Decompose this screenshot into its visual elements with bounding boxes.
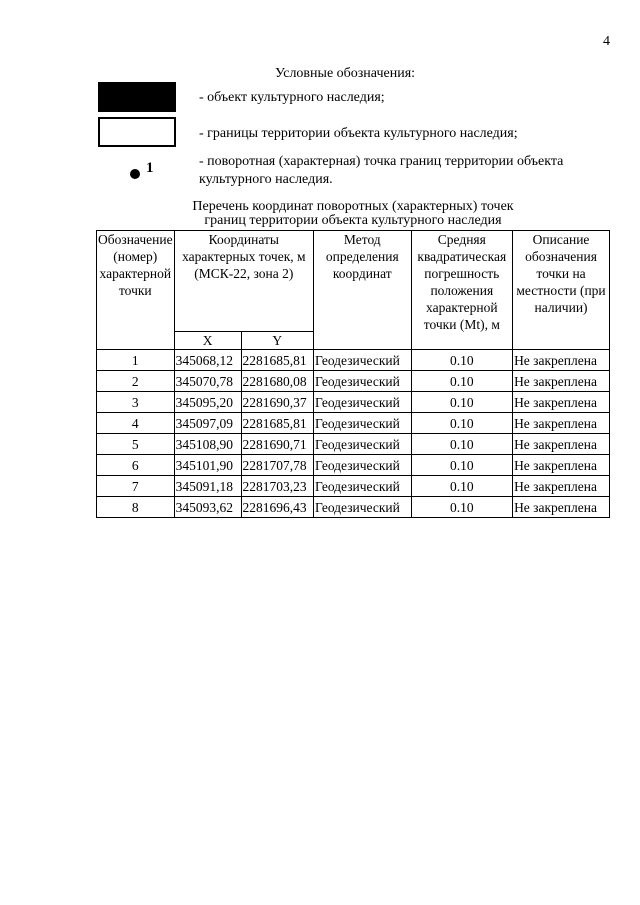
table-caption-line-2: границ территории объекта культурного наследия bbox=[204, 213, 502, 228]
table-row bbox=[97, 392, 610, 413]
table-row bbox=[97, 476, 610, 497]
cell-description: Не закреплена bbox=[513, 350, 610, 371]
header-number: Обозначение (номер) характерной точки bbox=[97, 231, 175, 350]
legend-point-line-2: культурного наследия. bbox=[199, 172, 333, 187]
cell-point-number: 6 bbox=[97, 455, 175, 476]
cell-description: Не закреплена bbox=[513, 434, 610, 455]
cell-point-number: 3 bbox=[97, 392, 175, 413]
table-caption-line-1: Перечень координат поворотных (характерных) точек bbox=[192, 199, 514, 214]
table-caption bbox=[96, 200, 610, 228]
cell-method: Геодезический bbox=[314, 392, 412, 413]
cell-method: Геодезический bbox=[314, 371, 412, 392]
cell-description: Не закреплена bbox=[513, 392, 610, 413]
header-coordinates: Координаты характерных точек, м (МСК-22, зона 2) bbox=[174, 231, 313, 332]
cell-y: 2281707,78 bbox=[241, 455, 314, 476]
table-row bbox=[97, 413, 610, 434]
cell-y: 2281685,81 bbox=[241, 350, 314, 371]
cell-description: Не закреплена bbox=[513, 476, 610, 497]
cell-point-number: 7 bbox=[97, 476, 175, 497]
coordinates-table bbox=[96, 230, 610, 518]
legend-object-swatch bbox=[98, 82, 176, 112]
cell-y: 2281696,43 bbox=[241, 497, 314, 518]
cell-x: 345070,78 bbox=[174, 371, 241, 392]
cell-x: 345068,12 bbox=[174, 350, 241, 371]
point-number-sample: 1 bbox=[146, 160, 154, 176]
cell-x: 345097,09 bbox=[174, 413, 241, 434]
cell-method: Геодезический bbox=[314, 497, 412, 518]
cell-point-number: 4 bbox=[97, 413, 175, 434]
cell-description: Не закреплена bbox=[513, 497, 610, 518]
legend-title: Условные обозначения: bbox=[275, 66, 416, 81]
cell-method: Геодезический bbox=[314, 434, 412, 455]
legend-point-line-1: - поворотная (характерная) точка границ территории объекта bbox=[199, 154, 564, 169]
cell-x: 345095,20 bbox=[174, 392, 241, 413]
cell-method: Геодезический bbox=[314, 455, 412, 476]
cell-error: 0.10 bbox=[411, 455, 513, 476]
page-number: 4 bbox=[603, 34, 610, 49]
header-error: Средняя квадратическая погрешность положения характерной точки (Mt), м bbox=[411, 231, 513, 350]
header-method: Метод определения координат bbox=[314, 231, 412, 350]
cell-y: 2281703,23 bbox=[241, 476, 314, 497]
header-y: Y bbox=[241, 332, 314, 350]
cell-error: 0.10 bbox=[411, 476, 513, 497]
cell-point-number: 2 bbox=[97, 371, 175, 392]
cell-method: Геодезический bbox=[314, 413, 412, 434]
cell-error: 0.10 bbox=[411, 371, 513, 392]
cell-description: Не закреплена bbox=[513, 413, 610, 434]
cell-description: Не закреплена bbox=[513, 455, 610, 476]
cell-y: 2281690,37 bbox=[241, 392, 314, 413]
cell-point-number: 8 bbox=[97, 497, 175, 518]
legend-borders-label: - границы территории объекта культурного наследия; bbox=[199, 126, 518, 141]
legend-point-label bbox=[199, 153, 619, 189]
table-row bbox=[97, 434, 610, 455]
cell-error: 0.10 bbox=[411, 497, 513, 518]
cell-y: 2281680,08 bbox=[241, 371, 314, 392]
cell-error: 0.10 bbox=[411, 350, 513, 371]
cell-y: 2281685,81 bbox=[241, 413, 314, 434]
header-x: X bbox=[174, 332, 241, 350]
cell-description: Не закреплена bbox=[513, 371, 610, 392]
cell-x: 345108,90 bbox=[174, 434, 241, 455]
cell-method: Геодезический bbox=[314, 350, 412, 371]
table-row bbox=[97, 371, 610, 392]
cell-error: 0.10 bbox=[411, 392, 513, 413]
cell-y: 2281690,71 bbox=[241, 434, 314, 455]
cell-x: 345093,62 bbox=[174, 497, 241, 518]
table-row bbox=[97, 350, 610, 371]
cell-point-number: 1 bbox=[97, 350, 175, 371]
point-dot-icon bbox=[130, 169, 140, 179]
table-row bbox=[97, 497, 610, 518]
cell-method: Геодезический bbox=[314, 476, 412, 497]
table-row bbox=[97, 455, 610, 476]
cell-point-number: 5 bbox=[97, 434, 175, 455]
coordinates-table-body bbox=[97, 350, 610, 518]
cell-x: 345101,90 bbox=[174, 455, 241, 476]
header-description: Описание обозначения точки на местности (при наличии) bbox=[513, 231, 610, 350]
cell-x: 345091,18 bbox=[174, 476, 241, 497]
cell-error: 0.10 bbox=[411, 434, 513, 455]
cell-error: 0.10 bbox=[411, 413, 513, 434]
legend-object-label: - объект культурного наследия; bbox=[199, 90, 385, 105]
legend-borders-swatch bbox=[98, 117, 176, 147]
